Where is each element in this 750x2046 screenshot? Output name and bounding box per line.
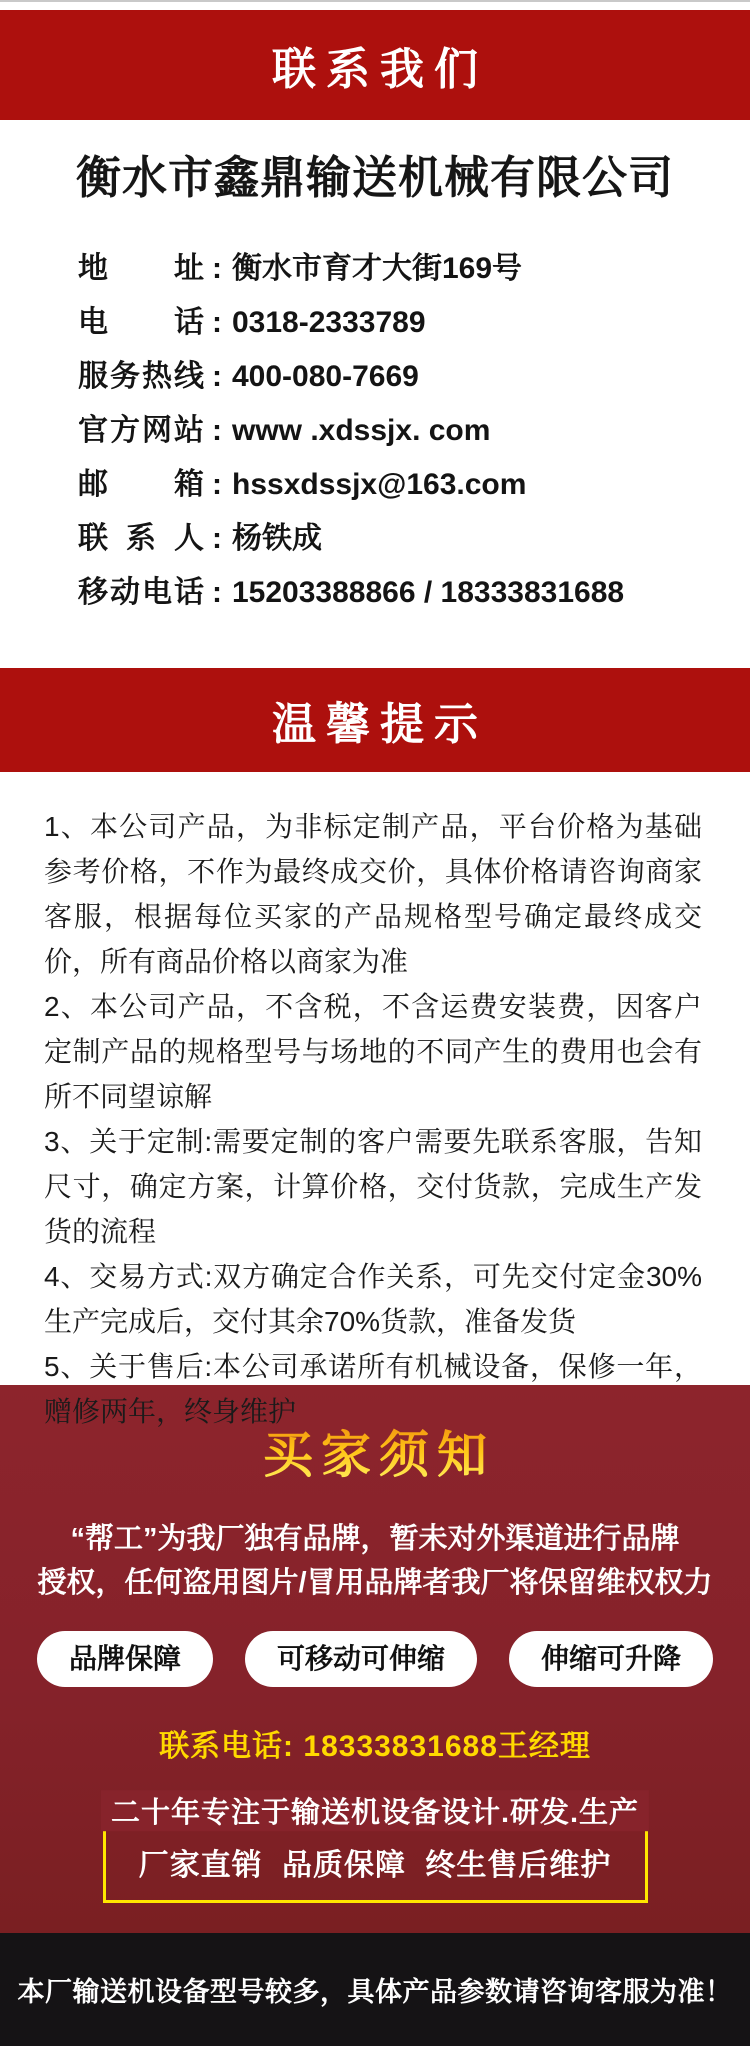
tips-banner [0,668,750,772]
contact-row-phone [78,296,750,350]
contact-row-mobile [78,566,750,620]
buyer-notice-title: 买家须知 [0,1415,750,1487]
badge-telescopic-lift: 伸缩可升降 [509,1631,713,1687]
feature-badges [0,1631,750,1687]
tip-item-5: 5、关于售后:本公司承诺所有机械设备，保修一年，赠修两年，终身维护 [44,1351,702,1427]
contact-label: 电话 [78,305,204,339]
contact-colon: : [212,305,222,339]
footer-note-text: 本厂输送机设备型号较多，具体产品参数请咨询客服为准！ [17,1977,733,2007]
badge-movable-telescopic: 可移动可伸缩 [245,1631,477,1687]
contact-colon: : [212,413,222,447]
contact-row-person [78,512,750,566]
contact-value: hssxdssjx@163.com [232,467,527,501]
contact-banner-title: 联系我们 [272,45,488,94]
contact-row-hotline [78,350,750,404]
tips-section [0,772,750,1427]
experience-box [103,1797,648,1903]
contact-value: 0318-2333789 [232,305,426,339]
contact-row-address [78,242,750,296]
contact-label: 官方网站 [78,413,204,447]
contact-label: 地址 [78,251,204,285]
contact-colon: : [212,251,222,285]
contact-colon: : [212,575,222,609]
contact-section [0,120,750,668]
tips-banner-title: 温馨提示 [272,700,488,749]
tip-item-3: 3、关于定制:需要定制的客户需要先联系客服，告知尺寸，确定方案，计算价格，交付货款，完成生产发货的流程 [44,1126,702,1247]
contact-value: 400-080-7669 [232,359,419,393]
contact-label: 邮箱 [78,467,204,501]
contact-value: 衡水市育才大街169号 [232,251,523,285]
brand-statement-line-1: “帮工”为我厂独有品牌，暂未对外渠道进行品牌 [70,1523,680,1555]
tip-item-1: 1、本公司产品，为非标定制产品，平台价格为基础参考价格，不作为最终成交价，具体价格请咨询商家客服，根据每位买家的产品规格型号确定最终成交价，所有商品价格以商家为准 [44,811,702,977]
experience-box-title: 二十年专注于输送机设备设计.研发.生产 [101,1790,649,1831]
contact-value: 15203388866 / 18333831688 [232,575,625,609]
contact-colon: : [212,359,222,393]
contact-label: 联系人 [78,521,204,555]
contact-banner [0,10,750,120]
brand-statement [0,1517,750,1605]
contact-row-email [78,458,750,512]
company-name: 衡水市鑫鼎输送机械有限公司 [75,152,674,203]
footer-note [0,1933,750,2046]
contact-value: 杨铁成 [232,521,322,555]
tip-item-2: 2、本公司产品，不含税，不含运费安装费，因客户定制产品的规格型号与场地的不同产生的费用也会有所不同望谅解 [44,991,702,1112]
brand-statement-line-2: 授权，任何盗用图片/冒用品牌者我厂将保留维权权力 [37,1567,713,1599]
top-divider [0,0,750,10]
badge-brand-guarantee: 品牌保障 [37,1631,213,1687]
contact-label: 服务热线 [78,359,204,393]
contact-colon: : [212,467,222,501]
contact-label: 移动电话 [78,575,204,609]
tip-item-4: 4、交易方式:双方确定合作关系，可先交付定金30%生产完成后，交付其余70%货款，准备发货 [44,1261,702,1337]
contact-colon: : [212,521,222,555]
experience-box-subtitle: 厂家直销 品质保障 终生售后维护 [138,1849,612,1882]
buyer-notice-section [0,1385,750,1933]
contact-rows [0,242,750,620]
contact-row-website [78,404,750,458]
contact-value: www .xdssjx. com [232,413,491,447]
manager-phone: 联系电话: 18333831688王经理 [159,1730,591,1763]
